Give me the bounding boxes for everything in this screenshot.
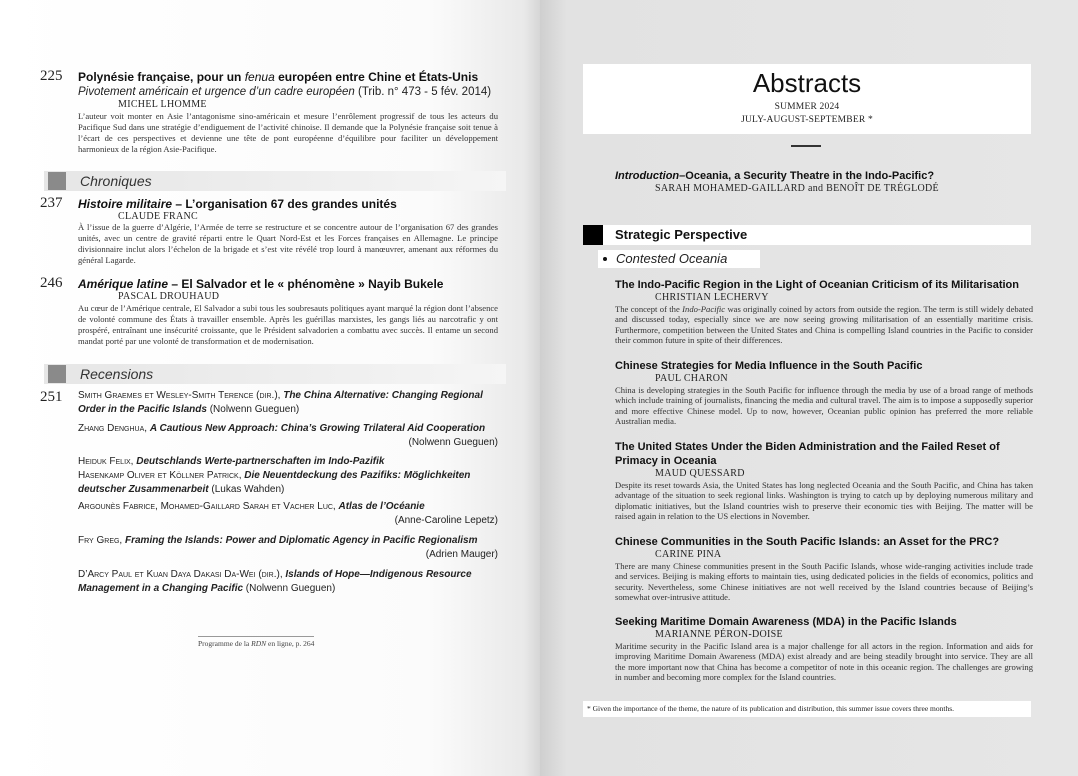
abstract-title: The United States Under the Biden Administration and the Failed Reset of Primacy in Oceania <box>615 441 1000 467</box>
section-marker-icon <box>583 225 603 245</box>
abstract-body: China is developing strategies in the South Pacific for influence through the media by use of a broad range of methods which include training of journalists, financing the media and cultural travel. The aim is to impose a supposedly superior and more effective Chinese model. Up to now, however, Oceanian public opinion has preferred the more reliable Australian media. <box>615 385 1033 427</box>
online-program-note: Programme de la RDN en ligne, p. 264 <box>198 636 314 648</box>
abstract-author: CHRISTIAN LECHERVY <box>655 292 769 303</box>
intro-authors: SARAH MOHAMED-GAILLARD and BENOÎT DE TRÉGLODÉ <box>655 183 939 194</box>
section-marker-icon <box>48 365 66 383</box>
section-marker-icon <box>48 172 66 190</box>
abstract-body: The concept of the Indo-Pacific was originally coined by actors from outside the region. The term is still widely debated and discussed today, especially since we are now seeing growing militarisation of an essentially maritime crisis. Furthermore, competition between the United States and China is compelling Island countries in the Pacific to consider their common future in spite of their differences. <box>615 304 1033 346</box>
article-author: CLAUDE FRANC <box>118 211 198 222</box>
article-author: MICHEL LHOMME <box>118 99 207 110</box>
footnote: * Given the importance of the theme, the nature of its publication and distribution, this summer issue covers three months. <box>583 701 1031 717</box>
section-label: Strategic Perspective <box>615 227 748 242</box>
page-number: 251 <box>40 389 63 405</box>
abstract-body: Despite its reset towards Asia, the United States has long neglected Oceania and the South Pacific, and China has taken advantage of the situation to seek regional links. Washington is trying to catch up by deploying numerous military and diplomatic initiatives, but the Island countries wish to preserve their economic ties with Beijing. The matter will be raised again in relation to the US elections in November. <box>615 480 1033 522</box>
abstract-body: There are many Chinese communities present in the South Pacific Islands, whose wide-ranging activities include trade and services. Beijing is making efforts to maintain ties, using dedicated policies in the fields of economics, politics and security. Nevertheless, some Chinese initiatives are not well received by the Island countries because of Beijing’s somewhat over-intrusive attitude. <box>615 561 1033 603</box>
article-author: PASCAL DROUHAUD <box>118 291 220 302</box>
article-title: Amérique latine – El Salvador et le « phénomène » Nayib Bukele <box>78 277 444 291</box>
abstract-author: MAUD QUESSARD <box>655 468 745 479</box>
page-number: 225 <box>40 68 63 84</box>
article-summary: À l’issue de la guerre d’Algérie, l’Armée de terre se restructure et se concentre autour de l’organisation 67 des grandes unités, avec un centre de gravité réparti entre le Quart Nord-Est et les Forces françaises en Allemagne. Le principe divisionnaire inclut alors l’échelon de la brigade et s’est vite révélé trop lourd à manœuvrer, amenant aux réformes du général Lagarde. <box>78 222 498 265</box>
article-summary: Au cœur de l’Amérique centrale, El Salvador a subi tous les soubresauts politiques ayant marqué la région dont l’absence de volonté commune des États à travailler ensemble. Après les guérillas marxistes, les gangs liés au narcotrafic y ont prospéré, entraînant une insécurité croissante, que le Président salvadorien a combattu avec succès. Il entame un second mandat porté par une volonté de transformation et de modernisation. <box>78 303 498 346</box>
abstract-author: CARINE PINA <box>655 549 722 560</box>
review-entry: Fry Greg, Framing the Islands: Power and Diplomatic Agency in Pacific Regionalism (Adrien Mauger) <box>78 535 498 560</box>
article-summary: L’auteur voit monter en Asie l’antagonisme sino-américain et mesure l’enrôlement progressif de tous les acteurs du Pacifique Sud dans une stratégie d’endiguement de l’activité chinoise. Il demande que la Polynésie française soit tenue à l’écart de ces perspectives et devienne une tête de pont européenne d’équilibre pour faciliter un développement harmonieux de la région Asie-Pacifique. <box>78 111 498 154</box>
section-label: Recensions <box>80 366 154 382</box>
abstract-title: Chinese Communities in the South Pacific Islands: an Asset for the PRC? <box>615 536 1000 548</box>
review-entry: Heiduk Felix, Deutschlands Werte-partnerschaften im Indo-Pazifik Hasenkamp Oliver et Köllner Patrick, Die Neuentdeckung des Pazifiks: Möglichkeiten deutscher Zusammenarbeit (Lukas Wahden) <box>78 456 471 495</box>
subsection-header <box>598 250 760 268</box>
section-header-strategic-perspective <box>583 225 1031 245</box>
page-number: 246 <box>40 275 63 291</box>
article-title: Polynésie française, pour un fenua européen entre Chine et États-Unis <box>78 70 479 84</box>
review-entry: Argounès Fabrice, Mohamed-Gaillard Sarah et Vacher Luc, Atlas de l’Océanie (Anne-Caroline Lepetz) <box>78 501 498 526</box>
abstract-title: Chinese Strategies for Media Influence in the South Pacific <box>615 360 923 372</box>
abstract-body: Maritime security in the Pacific Island area is a major challenge for all actors in the region. Information and aids for improving Maritime Domain Awareness (MDA) exist already and are being steadily brought into service. They are all the more important now that China has become a competitor of note in this oceanic region. The challenges are growing in number and becoming more complex for the Island countries. <box>615 641 1033 683</box>
page-title: Abstracts <box>752 68 862 98</box>
abstract-title: The Indo-Pacific Region in the Light of Oceanian Criticism of its Militarisation <box>615 279 1019 291</box>
issue-months: JULY-AUGUST-SEPTEMBER * <box>741 115 873 125</box>
article-title: Histoire militaire – L’organisation 67 des grandes unités <box>78 197 397 211</box>
bullet-icon <box>603 257 607 261</box>
right-page <box>540 0 1078 776</box>
section-header-chroniques <box>44 171 506 191</box>
page-number: 237 <box>40 195 63 211</box>
article-subtitle: Pivotement américain et urgence d’un cadre européen (Trib. n° 473 - 5 fév. 2014) <box>78 86 492 98</box>
review-entry: Zhang Denghua, A Cautious New Approach: China’s Growing Trilateral Aid Cooperation (Nolwenn Gueguen) <box>78 423 498 448</box>
review-entry: D’Arcy Paul et Kuan Daya Dakasi Da-Wei (dir.), Islands of Hope—Indigenous Resource Management in a Changing Pacific (Nolwenn Gueguen) <box>78 569 472 594</box>
abstracts-header <box>583 64 1031 134</box>
subsection-label: Contested Oceania <box>616 251 728 266</box>
section-label: Chroniques <box>80 173 152 189</box>
abstract-author: MARIANNE PÉRON-DOISE <box>655 629 783 640</box>
divider <box>791 145 821 147</box>
abstract-author: PAUL CHARON <box>655 373 728 384</box>
intro-title: Introduction–Oceania, a Security Theatre in the Indo-Pacific? <box>615 170 935 182</box>
issue-season: SUMMER 2024 <box>774 102 840 112</box>
review-entry: Smith Graemes et Wesley-Smith Terence (dir.), The China Alternative: Changing Regional Order in the Pacific Islands (Nolwenn Gueguen) <box>78 390 483 415</box>
abstract-title: Seeking Maritime Domain Awareness (MDA) in the Pacific Islands <box>615 616 957 628</box>
section-header-recensions <box>44 364 506 384</box>
